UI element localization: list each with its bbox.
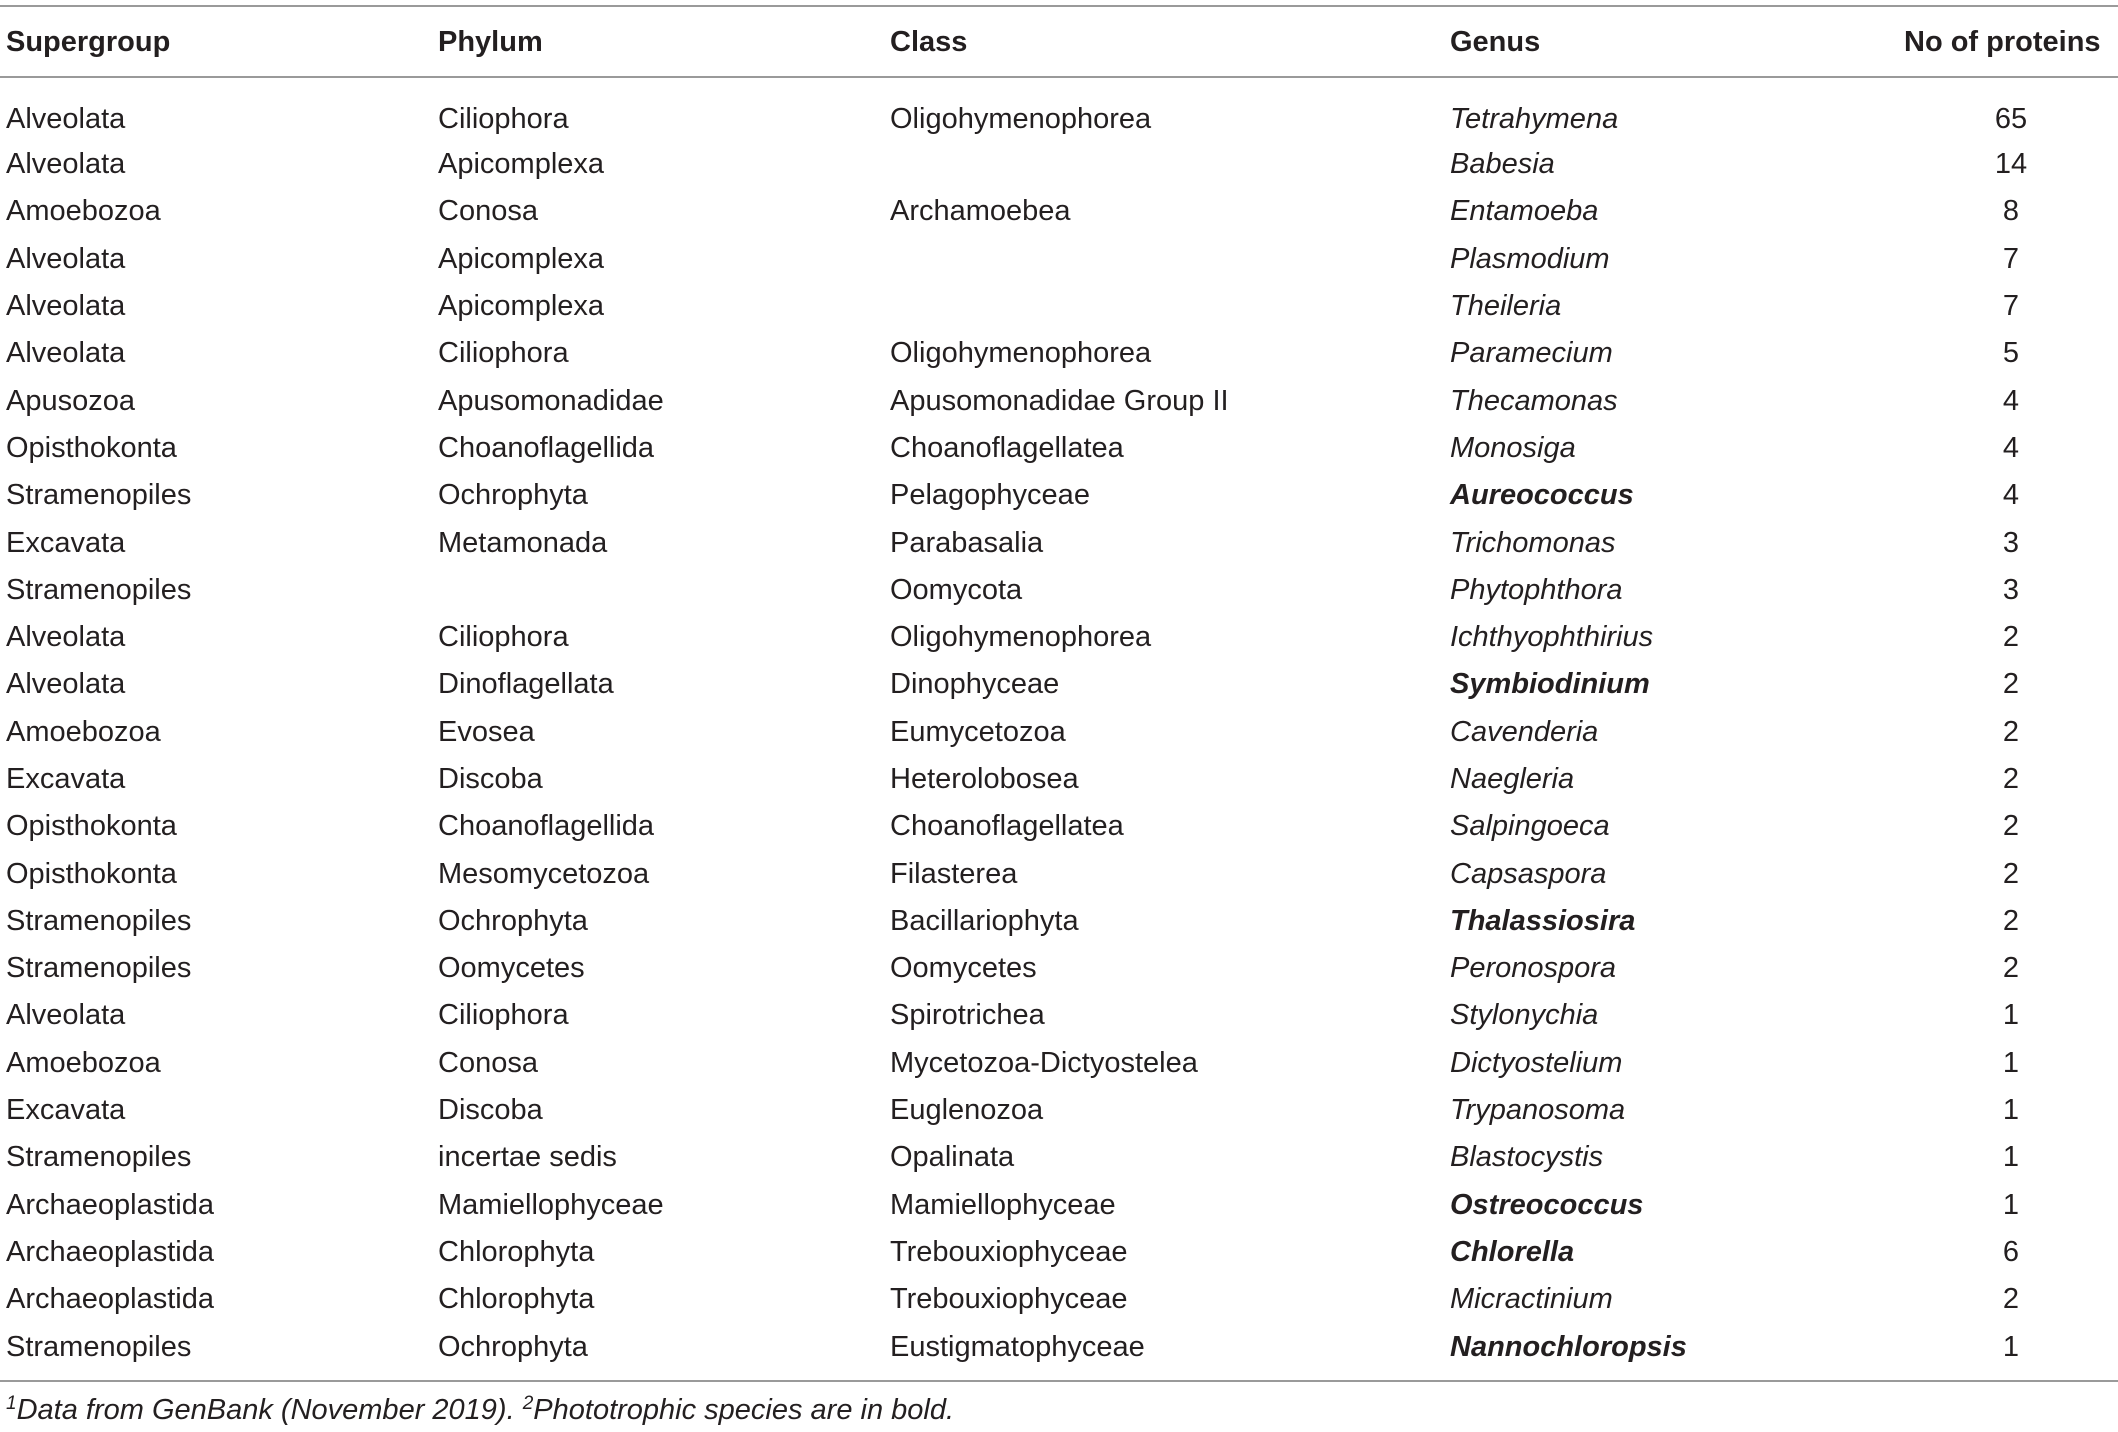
cell-class: Mamiellophyceae — [890, 1188, 1116, 1221]
cell-class — [890, 283, 1450, 330]
table-row — [0, 1182, 2118, 1229]
cell-no-of-proteins: 2 — [2002, 857, 2020, 890]
cell-phylum: Oomycetes — [438, 952, 585, 985]
cell-class: Trebouxiophyceae — [890, 1235, 1128, 1268]
cell-class: Parabasalia — [890, 526, 1044, 559]
cell-class: Oomycetes — [890, 952, 1037, 985]
cell-no-of-proteins: 2 — [2002, 668, 2020, 701]
cell-phylum: Chlorophyta — [438, 1283, 595, 1316]
cell-supergroup: Opisthokonta — [6, 810, 177, 843]
cell-supergroup: Archaeoplastida — [6, 1188, 214, 1221]
footnote-mark-2: 2 — [522, 1393, 534, 1414]
cell-genus: Entamoeba — [1450, 195, 1599, 228]
table-row — [0, 283, 2118, 330]
footnote-mark-1: 1 — [6, 1393, 17, 1414]
cell-phylum: Ochrophyta — [438, 1330, 588, 1363]
cell-phylum: Ciliophora — [438, 999, 569, 1032]
cell-class — [890, 236, 1450, 283]
cell-genus: Nannochloropsis — [1450, 1330, 1687, 1363]
table-row — [0, 614, 2118, 661]
footnote-text-1: Data from GenBank (November 2019). — [16, 1394, 515, 1426]
table-row — [0, 803, 2118, 850]
cell-supergroup: Stramenopiles — [6, 1141, 192, 1174]
cell-class: Oligohymenophorea — [890, 102, 1152, 135]
cell-class: Spirotrichea — [890, 999, 1045, 1032]
cell-supergroup: Excavata — [6, 1094, 126, 1127]
cell-supergroup: Alveolata — [6, 148, 126, 181]
cell-supergroup: Stramenopiles — [6, 1330, 192, 1363]
cell-phylum: Ciliophora — [438, 621, 569, 654]
header-genus: Genus — [1450, 25, 1541, 58]
cell-phylum: Mesomycetozoa — [438, 857, 650, 890]
table-row — [0, 992, 2118, 1039]
cell-genus: Phytophthora — [1450, 573, 1623, 606]
cell-no-of-proteins: 4 — [2002, 384, 2020, 417]
cell-no-of-proteins: 7 — [2002, 290, 2020, 323]
cell-no-of-proteins: 2 — [2002, 621, 2020, 654]
table-row — [0, 1134, 2118, 1181]
cell-phylum: Discoba — [438, 763, 543, 795]
table-row — [0, 567, 2118, 614]
cell-supergroup: Alveolata — [6, 242, 126, 275]
cell-no-of-proteins: 2 — [2002, 763, 2020, 795]
table-row — [0, 1323, 2118, 1370]
cell-genus: Trichomonas — [1450, 526, 1616, 559]
cell-no-of-proteins: 14 — [1994, 148, 2028, 181]
cell-phylum: Choanoflagellida — [438, 431, 655, 464]
proteins-table — [0, 7, 2118, 1371]
cell-no-of-proteins: 6 — [2002, 1235, 2020, 1268]
cell-supergroup: Alveolata — [6, 102, 126, 135]
footnote-text-2: Phototrophic species are in bold. — [533, 1394, 955, 1426]
cell-genus: Aureococcus — [1450, 479, 1634, 512]
table-row — [0, 709, 2118, 756]
cell-supergroup: Stramenopiles — [6, 573, 192, 606]
cell-phylum: Conosa — [438, 1046, 538, 1079]
cell-no-of-proteins: 2 — [2002, 904, 2020, 937]
cell-phylum: Ochrophyta — [438, 904, 588, 937]
cell-class: Choanoflagellatea — [890, 810, 1124, 843]
cell-supergroup: Excavata — [6, 526, 126, 559]
cell-genus: Thecamonas — [1450, 384, 1618, 417]
header-no-of-proteins: No of proteins — [1904, 25, 2101, 58]
cell-genus: Theileria — [1450, 290, 1562, 323]
cell-genus: Monosiga — [1450, 431, 1576, 464]
cell-genus: Trypanosoma — [1450, 1094, 1626, 1127]
table-row — [0, 1040, 2118, 1087]
cell-genus: Micractinium — [1450, 1283, 1613, 1316]
table-row — [0, 188, 2118, 235]
cell-genus: Paramecium — [1450, 337, 1613, 370]
cell-class — [890, 141, 1450, 188]
cell-genus: Plasmodium — [1450, 242, 1610, 275]
table-row — [0, 661, 2118, 708]
cell-class: Mycetozoa-Dictyostelea — [890, 1046, 1198, 1079]
table-row — [0, 77, 2118, 141]
table-row — [0, 236, 2118, 283]
cell-phylum: Apicomplexa — [438, 290, 605, 323]
cell-supergroup: Alveolata — [6, 337, 126, 370]
cell-phylum: Ochrophyta — [438, 479, 588, 512]
cell-no-of-proteins: 3 — [2002, 526, 2020, 559]
cell-supergroup: Alveolata — [6, 668, 126, 701]
cell-phylum: Mamiellophyceae — [438, 1188, 664, 1221]
cell-class: Dinophyceae — [890, 668, 1060, 701]
table-row — [0, 945, 2118, 992]
cell-no-of-proteins: 2 — [2002, 1283, 2020, 1316]
cell-class: Oligohymenophorea — [890, 337, 1152, 370]
cell-genus: Symbiodinium — [1450, 668, 1650, 701]
cell-phylum: Apicomplexa — [438, 242, 605, 275]
cell-class: Eumycetozoa — [890, 715, 1066, 748]
cell-no-of-proteins: 2 — [2002, 715, 2020, 748]
cell-supergroup: Stramenopiles — [6, 952, 192, 985]
cell-phylum: Ciliophora — [438, 337, 569, 370]
cell-class: Oomycota — [890, 573, 1023, 606]
cell-genus: Chlorella — [1450, 1235, 1575, 1268]
cell-genus: Dictyostelium — [1450, 1046, 1623, 1079]
table-row — [0, 850, 2118, 897]
table-row — [0, 425, 2118, 472]
table-row — [0, 1229, 2118, 1276]
cell-genus: Blastocystis — [1450, 1141, 1604, 1174]
cell-supergroup: Opisthokonta — [6, 857, 177, 890]
cell-supergroup: Stramenopiles — [6, 904, 192, 937]
cell-supergroup: Alveolata — [6, 999, 126, 1032]
bottom-rule — [0, 1380, 2118, 1382]
cell-no-of-proteins: 2 — [2002, 952, 2020, 985]
cell-supergroup: Alveolata — [6, 290, 126, 323]
cell-phylum: Evosea — [438, 715, 535, 748]
cell-supergroup: Alveolata — [6, 621, 126, 654]
cell-no-of-proteins: 3 — [2002, 573, 2020, 606]
header-supergroup: Supergroup — [6, 25, 171, 58]
table-row — [0, 898, 2118, 945]
table-row — [0, 141, 2118, 188]
cell-phylum: Choanoflagellida — [438, 810, 655, 843]
cell-no-of-proteins: 1 — [2002, 999, 2020, 1032]
cell-no-of-proteins: 65 — [1994, 102, 2028, 135]
cell-class: Bacillariophyta — [890, 904, 1079, 937]
cell-no-of-proteins: 2 — [2002, 810, 2020, 843]
cell-phylum: Ciliophora — [438, 102, 569, 135]
cell-class: Heterolobosea — [890, 763, 1079, 795]
cell-class: Opalinata — [890, 1141, 1015, 1174]
cell-class: Oligohymenophorea — [890, 621, 1152, 654]
cell-phylum: Dinoflagellata — [438, 668, 614, 701]
table-row — [0, 519, 2118, 566]
header-phylum: Phylum — [438, 25, 543, 58]
cell-class: Archamoebea — [890, 195, 1071, 228]
cell-supergroup: Amoebozoa — [6, 715, 161, 748]
table-row — [0, 472, 2118, 519]
header-row — [0, 7, 2118, 77]
cell-phylum: Apusomonadidae — [438, 384, 664, 417]
cell-supergroup: Excavata — [6, 763, 126, 795]
cell-no-of-proteins: 1 — [2002, 1046, 2020, 1079]
cell-phylum: Conosa — [438, 195, 538, 228]
cell-supergroup: Archaeoplastida — [6, 1235, 214, 1268]
cell-no-of-proteins: 1 — [2002, 1141, 2020, 1174]
cell-genus: Capsaspora — [1450, 857, 1607, 890]
cell-phylum: Apicomplexa — [438, 148, 605, 181]
footnote — [6, 1393, 954, 1427]
cell-no-of-proteins: 4 — [2002, 479, 2020, 512]
cell-phylum: Discoba — [438, 1094, 543, 1127]
cell-class: Pelagophyceae — [890, 479, 1090, 512]
cell-genus: Tetrahymena — [1450, 102, 1619, 135]
cell-supergroup: Amoebozoa — [6, 1046, 161, 1079]
cell-supergroup: Opisthokonta — [6, 431, 177, 464]
cell-class: Choanoflagellatea — [890, 431, 1124, 464]
cell-genus: Ichthyophthirius — [1450, 621, 1654, 654]
header-class: Class — [890, 25, 968, 58]
cell-genus: Thalassiosira — [1450, 904, 1636, 937]
cell-no-of-proteins: 4 — [2002, 431, 2020, 464]
cell-genus: Ostreococcus — [1450, 1188, 1644, 1221]
table-row — [0, 330, 2118, 377]
cell-phylum: Metamonada — [438, 526, 608, 559]
cell-class: Eustigmatophyceae — [890, 1330, 1145, 1363]
cell-supergroup: Amoebozoa — [6, 195, 161, 228]
cell-supergroup: Archaeoplastida — [6, 1283, 214, 1316]
table-row — [0, 756, 2118, 803]
cell-genus: Naegleria — [1450, 763, 1575, 795]
cell-phylum — [438, 567, 890, 614]
table-row — [0, 1087, 2118, 1134]
cell-no-of-proteins: 8 — [2002, 195, 2020, 228]
cell-no-of-proteins: 7 — [2002, 242, 2020, 275]
cell-class: Filasterea — [890, 857, 1018, 890]
cell-phylum: incertae sedis — [438, 1141, 617, 1174]
cell-no-of-proteins: 5 — [2002, 337, 2020, 370]
cell-no-of-proteins: 1 — [2002, 1188, 2020, 1221]
cell-supergroup: Apusozoa — [6, 384, 135, 417]
table-row — [0, 377, 2118, 424]
cell-genus: Peronospora — [1450, 952, 1617, 985]
cell-genus: Stylonychia — [1450, 999, 1599, 1032]
cell-supergroup: Stramenopiles — [6, 479, 192, 512]
table-row — [0, 1276, 2118, 1323]
cell-phylum: Chlorophyta — [438, 1235, 595, 1268]
cell-class: Apusomonadidae Group II — [890, 384, 1229, 417]
cell-genus: Salpingoeca — [1450, 810, 1610, 843]
cell-class: Euglenozoa — [890, 1094, 1044, 1127]
cell-class: Trebouxiophyceae — [890, 1283, 1128, 1316]
cell-genus: Cavenderia — [1450, 715, 1599, 748]
cell-no-of-proteins: 1 — [2002, 1094, 2020, 1127]
cell-genus: Babesia — [1450, 148, 1555, 181]
cell-no-of-proteins: 1 — [2002, 1330, 2020, 1363]
